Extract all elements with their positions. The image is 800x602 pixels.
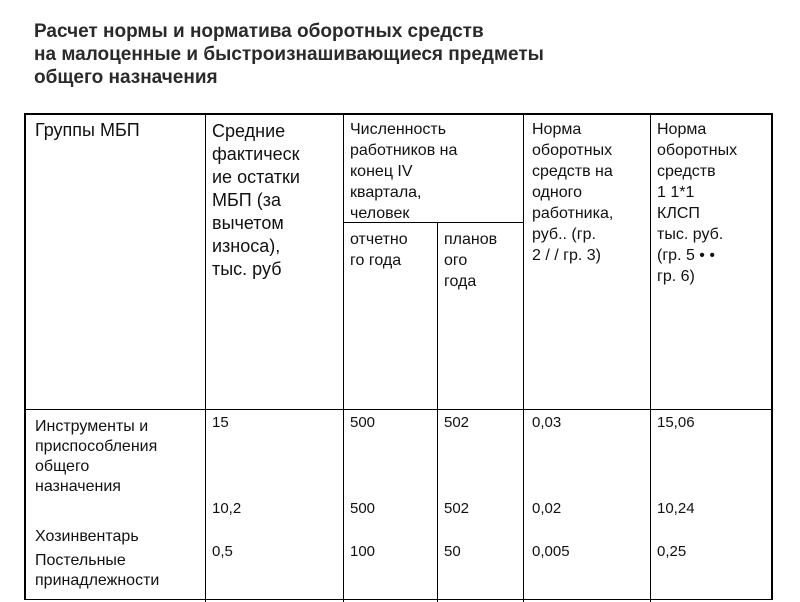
header-norm-line: одного xyxy=(532,184,582,201)
header-norm-line: работника, xyxy=(532,205,614,222)
header-groups-label: Группы МБП xyxy=(35,120,140,140)
header-norm-total-line: (гр. 5 • • xyxy=(657,247,715,264)
row-name-bedding xyxy=(35,551,159,591)
cell-avg-balance: 10,2 xyxy=(212,500,242,517)
title-line-2: на малоценные и быстроизнашивающиеся предметы xyxy=(34,44,544,65)
cell-norm-total: 0,25 xyxy=(657,543,687,560)
row-name-household xyxy=(35,527,139,547)
header-bottom-line xyxy=(26,409,773,410)
header-norm-per-worker xyxy=(532,119,613,266)
header-avg-balance xyxy=(212,120,300,281)
norms-table xyxy=(24,113,773,600)
cell-staff-report: 500 xyxy=(350,414,376,431)
row-name-tools xyxy=(35,417,157,497)
header-norm-line: средств на xyxy=(532,163,613,180)
header-avg-line: Средние xyxy=(212,121,286,141)
header-avg-line: износа), xyxy=(212,236,281,256)
header-plan-line: планов xyxy=(444,231,498,248)
col-divider-4 xyxy=(523,115,524,602)
col-divider-3 xyxy=(437,222,438,602)
header-staff-line: работников на xyxy=(350,142,458,159)
cell-staff-plan: 50 xyxy=(444,543,461,560)
header-norm-total-line: тыс. руб. xyxy=(657,226,724,243)
header-staff-line: квартала, xyxy=(350,184,422,201)
header-norm-total-line: 1 1*1 xyxy=(657,184,695,201)
header-norm-total xyxy=(657,119,737,287)
header-norm-line: 2 / / гр. 3) xyxy=(532,247,601,264)
header-norm-line: руб.. (гр. xyxy=(532,226,596,243)
header-avg-line: фактическ xyxy=(212,144,300,164)
row-name-line: принадлежности xyxy=(35,572,160,589)
cell-norm-per-worker: 0,005 xyxy=(532,543,570,560)
row-name-line: назначения xyxy=(35,478,121,495)
cell-staff-plan: 502 xyxy=(444,500,470,517)
cell-norm-total: 10,24 xyxy=(657,500,695,517)
row-name-line: общего xyxy=(35,458,90,475)
header-staff-line: человек xyxy=(350,205,410,222)
header-avg-line: ие остатки xyxy=(212,167,300,187)
header-avg-line: вычетом xyxy=(212,213,284,233)
header-staff-count xyxy=(350,119,457,224)
cell-avg-balance: 15 xyxy=(212,414,229,431)
col-divider-2 xyxy=(343,115,344,602)
row-name-line: Хозинвентарь xyxy=(35,528,139,545)
title-line-1: Расчет нормы и норматива оборотных средств xyxy=(34,21,484,42)
header-staff-plan-year xyxy=(444,229,497,292)
header-norm-total-line: Норма xyxy=(657,121,707,138)
row-name-line: Инструменты и xyxy=(35,418,149,435)
header-norm-total-line: гр. 6) xyxy=(657,268,695,285)
header-avg-line: тыс. руб xyxy=(212,259,282,279)
col-divider-1 xyxy=(205,115,206,602)
header-plan-line: ого xyxy=(444,252,468,269)
header-groups xyxy=(35,119,140,142)
cell-staff-report: 100 xyxy=(350,543,376,560)
header-norm-line: оборотных xyxy=(532,142,613,159)
row-name-line: приспособления xyxy=(35,438,158,455)
header-norm-total-line: оборотных xyxy=(657,142,738,159)
header-staff-report-year xyxy=(350,229,408,271)
header-norm-total-line: КЛСП xyxy=(657,205,700,222)
header-avg-line: МБП (за xyxy=(212,190,282,210)
header-plan-line: года xyxy=(444,273,477,290)
col-divider-5 xyxy=(650,115,651,602)
cell-avg-balance: 0,5 xyxy=(212,543,233,560)
cell-norm-per-worker: 0,03 xyxy=(532,414,562,431)
header-report-line: го года xyxy=(350,252,402,269)
cell-norm-total: 15,06 xyxy=(657,414,695,431)
cell-staff-report: 500 xyxy=(350,500,376,517)
header-staff-line: Численность xyxy=(350,121,447,138)
cell-norm-per-worker: 0,02 xyxy=(532,500,562,517)
header-norm-total-line: средств xyxy=(657,163,716,180)
header-norm-line: Норма xyxy=(532,121,582,138)
cell-staff-plan: 502 xyxy=(444,414,470,431)
document-title xyxy=(34,20,774,89)
header-staff-line: конец IV xyxy=(350,163,413,180)
header-report-line: отчетно xyxy=(350,231,408,248)
title-line-3: общего назначения xyxy=(34,67,218,88)
row-name-line: Постельные xyxy=(35,552,126,569)
